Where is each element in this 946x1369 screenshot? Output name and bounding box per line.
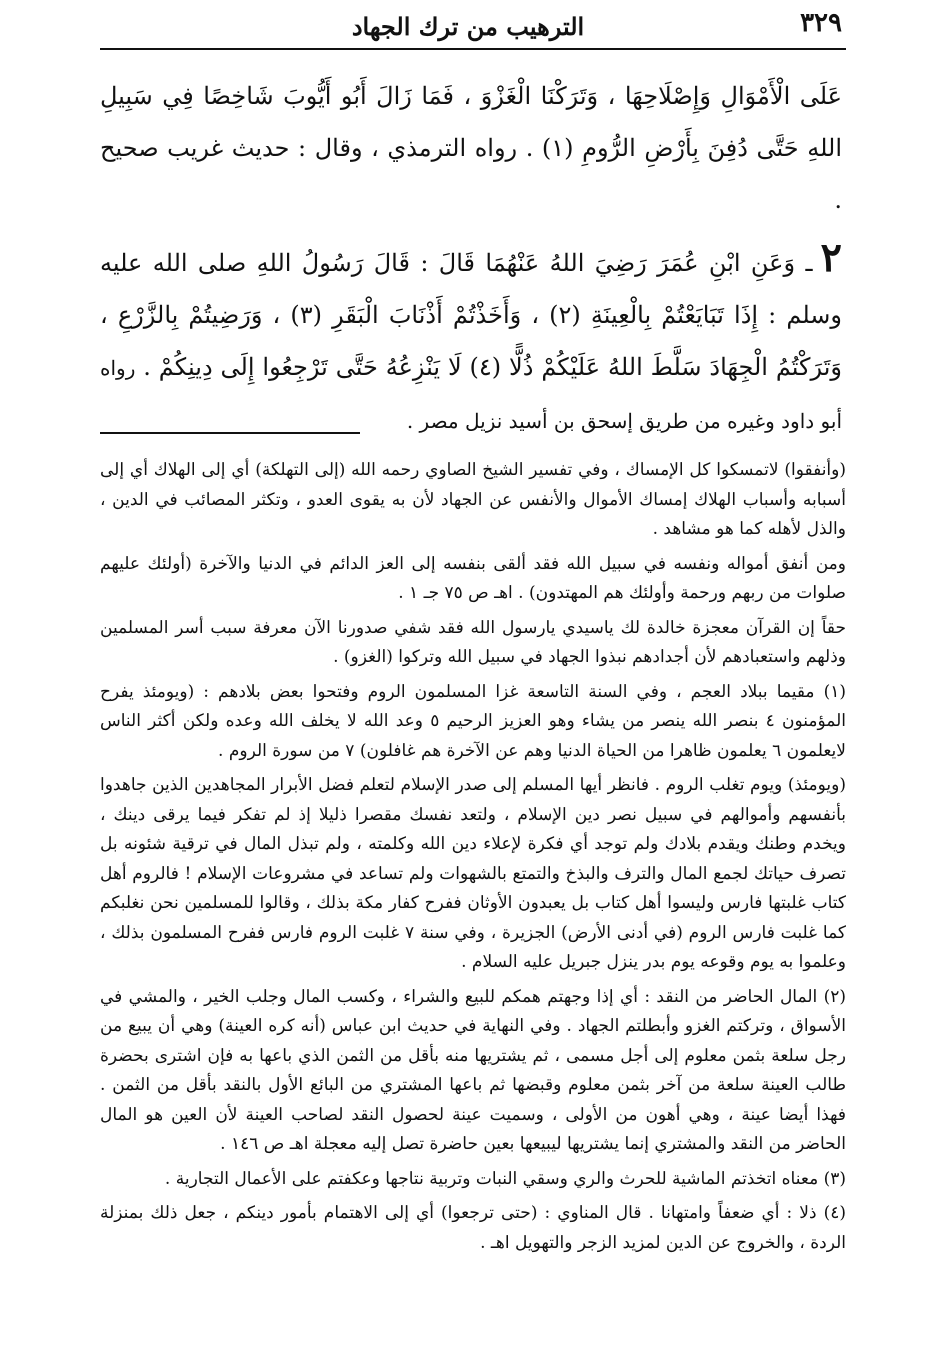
main-text (100, 70, 842, 453)
footnote: (وأنفقوا) لاتمسكوا كل الإمساك ، وفي تفسير الشيخ الصاوي رحمه الله (إلى التهلكة) أي إلى الهلاك أي إلى أسبابه وأسباب الهلاك إمساك الأموال والأنفس عن الجهاد لأن به يقوى العدو ، وتكثر المصائب في الدين ، والذل لأهله كما هو مشاهد . (100, 460, 846, 539)
hadith-number: ٢ (820, 234, 842, 281)
hadith-2-narration: رواه أبو داود وغيره من طريق إسحق بن أسيد نزيل مصر . (100, 356, 842, 433)
hadith-continuation: عَلَى الْأَمْوَالِ وَإِصْلَاحِهَا ، وَتَرَكْنَا الْغَزْوَ ، فَمَا زَالَ أَبُو أَيُّوبَ شَاخِصًا فِي سَبِيلِ اللهِ حَتَّى دُفِنَ بِأَرْضِ الرُّومِ (١) . رواه الترمذي ، وقال : حديث غريب صحيح . (100, 82, 842, 214)
hadith-2-text: ـ وَعَنِ ابْنِ عُمَرَ رَضِيَ اللهُ عَنْهُمَا قَالَ : قَالَ رَسُولُ اللهِ صلى الله عليه وسلم : إِذَا تَبَايَعْتُمْ بِالْعِينَةِ (٢) ، وَأَخَذْتُمْ أَذْنَابَ الْبَقَرِ (٣) ، وَرَضِيتُمْ بِالزَّرْعِ ، وَتَرَكْتُمُ الْجِهَادَ سَلَّطَ اللهُ عَلَيْكُمْ ذُلًّا (٤) لَا يَنْزِعُهُ حَتَّى تَرْجِعُوا إِلَى دِينِكُمْ . (100, 249, 842, 381)
footnote-3: (٣) معناه اتخذتم الماشية للحرث والري وسقي النبات وتربية نتاجها وعكفتم على الأعمال التجارية . (164, 1168, 846, 1189)
footnotes (100, 456, 846, 1263)
footnote-divider (100, 432, 360, 434)
footnote-4: (٤) ذلا : أي ضعفاً وامتهانا . قال المناوي : (حتى ترجعوا) أي إلى الاهتمام بأمور دينكم ، جعل ذلك بمنزلة الردة ، والخروج عن الدين لمزيد الزجر والتهويل اهـ . (100, 1203, 846, 1253)
footnote-2: (٢) المال الحاضر من النقد : أي إذا وجهتم همكم للبيع والشراء ، وكسب المال وجلب الخير ، والمشي في الأسواق ، وتركتم الغزو وأبطلتم الجهاد . وفي النهاية في حديث ابن عباس (أنه كره العينة) وهي أن يبيع من رجل سلعة بثمن معلوم إلى أجل مسمى ، ثم يشتريها منه بأقل من الثمن الذي باعها به فإن اشترى بحضرة طالب العينة سلعة من آخر بثمن معلوم وقبضها ثم باعها المشتري من البائع الأول بالنقد بأقل من الثمن . فهذا أيضا عينة ، وهي أهون من الأولى ، وسميت عينة لحصول النقد لصاحب العينة لأن العين هو المال الحاضر من النقد والمشتري إنما يشتريها ليبيعها بعين حاضرة تصل إليه معجلة اهـ ص ١٤٦ . (100, 986, 846, 1154)
header-rule (100, 48, 846, 50)
footnote: (ويومئذ) ويوم تغلب الروم . فانظر أيها المسلم إلى صدر الإسلام لتعلم فضل الأبرار المجاهدين الذين جاهدوا بأنفسهم وأموالهم في سبيل نصر دين الإسلام ، ولتعد نفسك مقصرا ذليلا إذ لم تفكر فيما يرقى دينك ، ويخدم وطنك ويقدم بلادك ولم توجد أي فكرة لإعلاء دين الله وكلمته ، ولم تبذل المال في ترقية شئونه بل تصرف حياتك لجمع المال والترف والبذخ والتمتع بالشهوات ولم تساعد في مشروعات الإسلام ! فالروم أهل كتاب غلبتها فارس وليسوا أهل كتاب بل يعبدون الأوثان ففرح كفار مكة بذلك ، وقالوا للمسلمين نحن نغلبكم كما غلبت فارس الروم (في أدنى الأرض) الجزيرة ، وفي سنة ٧ غلبت الروم فارس ففرح المسلمون بذلك ، وعلموا به يوم وقوعه يوم بدر ينزل جبريل عليه السلام . (100, 775, 846, 972)
footnote: ومن أنفق أمواله ونفسه في سبيل الله فقد ألقى بنفسه إلى العز الدائم في الدنيا والآخرة (أولئك عليهم صلوات من ربهم ورحمة وأولئك هم المهتدون) . اهـ ص ٧٥ جـ ١ . (100, 553, 846, 603)
page-number: ٣٢٩ (800, 8, 842, 38)
footnote: حقاً إن القرآن معجزة خالدة لك ياسيدي يارسول الله فقد شفي صدورنا الآن معرفة سبب أسر المسلمين وذلهم واستعبادهم لأن أجدادهم نبذوا الجهاد في سبيل الله وتركوا (الغزو) . (100, 617, 846, 667)
running-header: الترهيب من ترك الجهاد (351, 11, 585, 41)
footnote-1: (١) مقيما ببلاد العجم ، وفي السنة التاسعة غزا المسلمون الروم وفتحوا بعض بلادهم : (ويومئذ يفرح المؤمنون ٤ بنصر الله ينصر من يشاء وهو العزيز الرحيم ٥ وعد الله لا يخلف الله وعده ولكن أكثر الناس لايعلمون ٦ يعلمون ظاهرا من الحياة الدنيا وهم عن الآخرة هم غافلون) ٧ من سورة الروم . (100, 681, 846, 761)
hadith-2 (100, 232, 842, 447)
